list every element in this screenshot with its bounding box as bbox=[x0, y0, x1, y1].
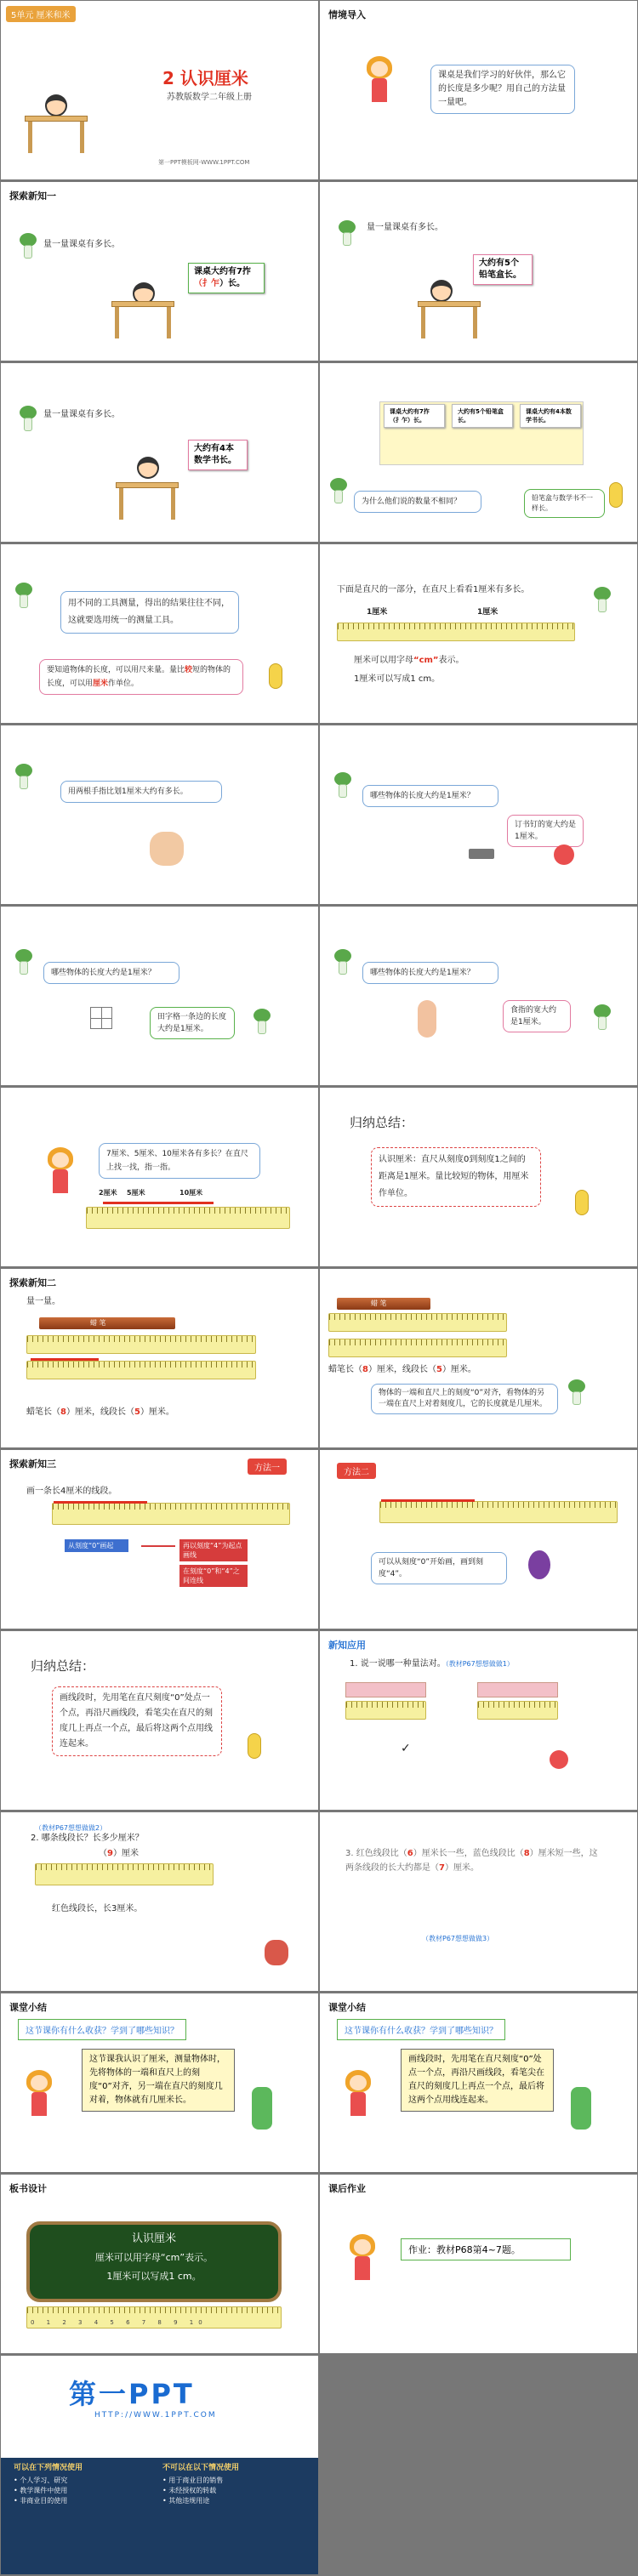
slide-summary-2[interactable] bbox=[1, 1631, 318, 1810]
recap-text: 这节课我认识了厘米，测量物体时，先将物体的一端和直尺上的刻度“0”对齐，另一端在直尺的刻度几对着，物体就有几厘米长。 bbox=[82, 2049, 235, 2112]
line-segment bbox=[31, 1358, 99, 1361]
slide-intro[interactable] bbox=[320, 1, 637, 179]
ad-info bbox=[1, 2458, 318, 2574]
prompt-text: 量一量。 bbox=[26, 1297, 60, 1306]
note-book: 课桌大约有4本数学书长。 bbox=[520, 404, 581, 428]
length-marker bbox=[103, 1202, 214, 1204]
eggplant-mascot bbox=[528, 1550, 550, 1579]
tip-bubble: 要知道物体的长度，可以用尺来量。量比较短的物体的长度，可以用厘米作单位。 bbox=[39, 659, 243, 695]
question-bubble: 为什么他们说的数量不相同？ bbox=[354, 491, 481, 513]
check-mark-icon: ✓ bbox=[401, 1742, 411, 1755]
cabbage-mascot-2 bbox=[592, 1004, 612, 1030]
corn-mascot bbox=[269, 663, 282, 689]
step-label-b: 再以刻度“4”为起点画线 bbox=[179, 1539, 248, 1561]
note-pencilbox: 大约有5个铅笔盒长。 bbox=[452, 404, 513, 428]
answer-bubble: 订书钉的宽大约是1厘米。 bbox=[507, 815, 584, 847]
ruler bbox=[35, 1863, 214, 1885]
homework-text: 作业：教材P68第4~7题。 bbox=[401, 2238, 571, 2260]
girl-illustration bbox=[26, 2070, 52, 2116]
ruler-2 bbox=[328, 1339, 507, 1357]
section-tag: 情境导入 bbox=[328, 9, 366, 20]
result-text: 红色线段长，长3厘米。 bbox=[52, 1904, 143, 1914]
blackboard bbox=[26, 2221, 282, 2302]
reference-text: （教材P67想想做做2） bbox=[35, 1824, 107, 1832]
section-tag: 板书设计 bbox=[9, 2183, 47, 2194]
fingers-image bbox=[150, 832, 184, 866]
answer-bubble: 田字格一条边的长度大约是1厘米。 bbox=[150, 1007, 235, 1039]
question-text: 2. 哪条线段长？长多少厘米？ bbox=[31, 1834, 144, 1843]
ruler bbox=[337, 623, 575, 641]
board-line-1: 认识厘米 bbox=[131, 2232, 176, 2245]
section-tag: 探索新知一 bbox=[9, 190, 56, 202]
board-line-3: 1厘米可以写成1 cm。 bbox=[106, 2271, 202, 2282]
slide-fingers[interactable] bbox=[1, 725, 318, 904]
ruler-2 bbox=[26, 1361, 256, 1379]
section-tag: 新知应用 bbox=[328, 1640, 366, 1651]
prompt-text: 量一量课桌有多长。 bbox=[367, 223, 443, 232]
credit-text: 第一PPT模板网-WWW.1PPT.COM bbox=[158, 159, 250, 166]
rule-bubble: 物体的一端和直尺上的刻度“0”对齐，看物体的另一端在直尺上对着刻度几，它的长度就是几厘米。 bbox=[371, 1384, 558, 1414]
ruler-numbers: 0 1 2 3 4 5 6 7 8 9 10 bbox=[31, 2319, 208, 2326]
brand-url[interactable]: HTTP://WWW.1PPT.COM bbox=[94, 2411, 217, 2420]
recap-question: 这节课你有什么收获？学到了哪些知识？ bbox=[337, 2019, 505, 2040]
speech-bubble: 课桌是我们学习的好伙伴，那么它的长度是多少呢？用自己的方法量一量吧。 bbox=[430, 65, 575, 114]
question-bubble: 哪些物体的长度大约是1厘米？ bbox=[362, 785, 498, 807]
prompt-bubble: 用两根手指比划1厘米大约有多长。 bbox=[60, 781, 222, 803]
unit-text: 厘米可以用字母“cm”表示。 bbox=[354, 656, 464, 665]
forbidden-column: 不可以在以下情况使用 • 用于商业目的销售 • 未经授权的转载 • 其他违规用途 bbox=[162, 2464, 240, 2505]
step-label-a: 从刻度“0”画起 bbox=[65, 1539, 128, 1552]
girl-illustration bbox=[430, 280, 453, 302]
cm-label-b: 1厘米 bbox=[477, 608, 498, 617]
slide-summary-1[interactable] bbox=[320, 1088, 637, 1266]
arrow-line bbox=[141, 1545, 175, 1547]
step-label-c: 在刻度“0”和“4”之间连线 bbox=[179, 1565, 248, 1587]
prompt-text: 下面是直尺的一部分，在直尺上看看1厘米有多长。 bbox=[337, 585, 530, 594]
student-illustration bbox=[252, 2087, 272, 2130]
prompt-text: 量一量课桌有多长。 bbox=[43, 240, 120, 249]
cabbage-mascot bbox=[14, 949, 34, 975]
cabbage-mascot bbox=[14, 583, 34, 608]
ruler-1 bbox=[26, 1335, 256, 1354]
slide-homework[interactable] bbox=[320, 2175, 637, 2353]
cabbage-mascot-2 bbox=[252, 1009, 272, 1034]
slide-measure-crayon[interactable] bbox=[1, 1269, 318, 1447]
cabbage-mascot bbox=[333, 949, 353, 975]
question-text: 1. 说一说哪一种量法对。（教材P67想想做做1） bbox=[350, 1659, 514, 1669]
label-2cm: 2厘米 bbox=[99, 1189, 117, 1197]
student-illustration bbox=[571, 2087, 591, 2130]
summary-title: 归纳总结： bbox=[31, 1658, 95, 1674]
recap-text: 画线段时，先用笔在直尺刻度“0”处点一个点，再沿尺画线段，看笔尖在直尺的刻度几上再点一个点，最后将这两个点用线连起来。 bbox=[401, 2049, 554, 2112]
answer-note: 课桌大约有7拃（扌乍）长。 bbox=[188, 263, 265, 293]
drawn-segment bbox=[381, 1499, 475, 1502]
girl-illustration bbox=[48, 1147, 73, 1193]
answer-bubble: 铅笔盒与数学书不一样长。 bbox=[524, 489, 605, 518]
tip-bubble: 可以从刻度“0”开始画，画到刻度“4”。 bbox=[371, 1552, 507, 1584]
answer-text: （9）厘米 bbox=[99, 1849, 139, 1858]
ruler bbox=[379, 1501, 618, 1523]
cabbage-mascot bbox=[14, 764, 34, 789]
drawn-segment bbox=[54, 1501, 147, 1504]
slide-measure-pencilbox[interactable] bbox=[320, 182, 637, 361]
method-badge: 方法一 bbox=[248, 1459, 287, 1475]
option-a-image[interactable] bbox=[345, 1682, 426, 1697]
slide-unified-tool[interactable] bbox=[1, 544, 318, 723]
slide-cover[interactable] bbox=[1, 1, 318, 179]
slide-grid[interactable] bbox=[1, 907, 318, 1085]
answer-text: 蜡笔长（8）厘米，线段长（5）厘米。 bbox=[26, 1407, 174, 1417]
page-subtitle: 苏教版数学二年级上册 bbox=[167, 93, 252, 102]
corn-mascot bbox=[248, 1733, 261, 1759]
desk-illustration bbox=[418, 301, 481, 338]
reference-text: （教材P67想想做做3） bbox=[422, 1935, 494, 1942]
section-tag: 课堂小结 bbox=[9, 2002, 47, 2013]
explain-bubble: 用不同的工具测量，得出的结果往往不同，这就要选用统一的测量工具。 bbox=[60, 591, 239, 634]
staple-image bbox=[469, 849, 494, 859]
write-text: 1厘米可以写成1 cm。 bbox=[354, 674, 441, 684]
desk-illustration bbox=[116, 482, 179, 520]
cm-label-a: 1厘米 bbox=[367, 608, 388, 617]
answer-text: 蜡笔长（8）厘米，线段长（5）厘米。 bbox=[328, 1365, 476, 1374]
section-tag: 探索新知三 bbox=[9, 1459, 56, 1470]
cabbage-mascot bbox=[333, 772, 353, 798]
brand-logo: 第一PPT bbox=[69, 2378, 195, 2410]
slide-apply-2[interactable] bbox=[1, 1812, 318, 1991]
ruler-b bbox=[477, 1701, 558, 1720]
slide-finger-width[interactable] bbox=[320, 907, 637, 1085]
cabbage-mascot bbox=[592, 587, 612, 612]
answer-note: 大约有5个铅笔盒长。 bbox=[473, 254, 533, 285]
slide-apply-1[interactable] bbox=[320, 1631, 637, 1810]
slide-measure-hand[interactable] bbox=[1, 182, 318, 361]
summary-box: 认识厘米：直尺从刻度0到刻度1之间的距离是1厘米。量比较短的物体，用厘米作单位。 bbox=[371, 1147, 541, 1207]
slide-measure-rule[interactable] bbox=[320, 1269, 637, 1447]
grid-square bbox=[90, 1007, 112, 1029]
crayon-image: 蜡 笔 bbox=[337, 1298, 430, 1310]
question-bubble: 哪些物体的长度大约是1厘米？ bbox=[43, 962, 179, 984]
unit-badge: 5单元 厘米和米 bbox=[6, 6, 76, 22]
summary-title: 归纳总结： bbox=[350, 1115, 414, 1130]
section-tag: 课堂小结 bbox=[328, 2002, 366, 2013]
boy-illustration bbox=[45, 94, 67, 117]
teacher-girl-illustration bbox=[367, 56, 392, 102]
answer-bubble: 食指的宽大约是1厘米。 bbox=[503, 1000, 571, 1032]
section-tag: 探索新知二 bbox=[9, 1277, 56, 1288]
question-text: 3. 红色线段比（6）厘米长一些，蓝色线段比（8）厘米短一些，这两条线段的长大约都是（7）厘米。 bbox=[345, 1849, 598, 1873]
corn-mascot bbox=[575, 1190, 589, 1215]
section-tag: 课后作业 bbox=[328, 2183, 366, 2194]
girl-illustration bbox=[345, 2070, 371, 2116]
summary-box: 画线段时，先用笔在直尺刻度“0”处点一个点，再沿尺画线段，看笔尖在直尺的刻度几上再点一个点，最后将这两个点用线连起来。 bbox=[52, 1686, 222, 1756]
slide-compare-results[interactable] bbox=[320, 363, 637, 542]
crayon-image: 蜡 笔 bbox=[39, 1317, 175, 1329]
slide-measure-book[interactable] bbox=[1, 363, 318, 542]
page-title: 2 认识厘米 bbox=[162, 68, 248, 88]
question-bubble: 哪些物体的长度大约是1厘米？ bbox=[362, 962, 498, 984]
task-bubble: 7厘米、5厘米、10厘米各有多长？在直尺上找一找，指一指。 bbox=[99, 1143, 260, 1179]
prompt-text: 画一条长4厘米的线段。 bbox=[26, 1487, 117, 1496]
teacher-girl-illustration bbox=[350, 2234, 375, 2280]
slide-brand-ad[interactable] bbox=[1, 2356, 318, 2574]
desk-illustration bbox=[25, 116, 88, 153]
allowed-column: 可以在下列情况使用 • 个人学习、研究 • 教学课件中使用 • 非商业目的使用 bbox=[14, 2464, 83, 2505]
cabbage-mascot bbox=[567, 1379, 587, 1405]
cabbage-mascot bbox=[18, 406, 38, 431]
vegetable-mascot bbox=[265, 1940, 288, 1965]
tomato-mascot bbox=[554, 844, 574, 865]
slide-recap-1[interactable] bbox=[1, 1993, 318, 2172]
answer-note: 大约有4本数学书长。 bbox=[188, 440, 248, 470]
option-b-image[interactable] bbox=[477, 1682, 558, 1697]
board-line-2: 厘米可以用字母“cm”表示。 bbox=[94, 2252, 214, 2263]
ad-header bbox=[1, 2356, 318, 2458]
finger-image bbox=[418, 1000, 436, 1038]
cabbage-mascot bbox=[337, 220, 357, 246]
slide-find-lengths[interactable] bbox=[1, 1088, 318, 1266]
ruler-1 bbox=[328, 1313, 507, 1332]
tomato-mascot bbox=[550, 1750, 568, 1769]
desk-illustration bbox=[111, 301, 174, 338]
slide-draw-method-1[interactable] bbox=[1, 1450, 318, 1629]
ruler bbox=[86, 1207, 290, 1229]
boy-illustration bbox=[137, 457, 159, 479]
slide-board[interactable] bbox=[1, 2175, 318, 2353]
ruler bbox=[52, 1503, 290, 1525]
ruler-a bbox=[345, 1701, 426, 1720]
slide-staple[interactable] bbox=[320, 725, 637, 904]
slide-draw-method-2[interactable] bbox=[320, 1450, 637, 1629]
cabbage-mascot bbox=[18, 233, 38, 259]
label-5cm: 5厘米 bbox=[127, 1189, 145, 1197]
slide-recap-2[interactable] bbox=[320, 1993, 637, 2172]
prompt-text: 量一量课桌有多长。 bbox=[43, 410, 120, 419]
corn-mascot bbox=[609, 482, 623, 508]
recap-question: 这节课你有什么收获？学到了哪些知识？ bbox=[18, 2019, 186, 2040]
cabbage-mascot bbox=[328, 478, 349, 503]
label-10cm: 10厘米 bbox=[179, 1189, 203, 1197]
slide-apply-3[interactable] bbox=[320, 1812, 637, 1991]
method-badge: 方法二 bbox=[337, 1463, 376, 1479]
note-hand: 课桌大约有7拃（扌乍）长。 bbox=[384, 404, 445, 428]
slide-one-cm[interactable] bbox=[320, 544, 637, 723]
